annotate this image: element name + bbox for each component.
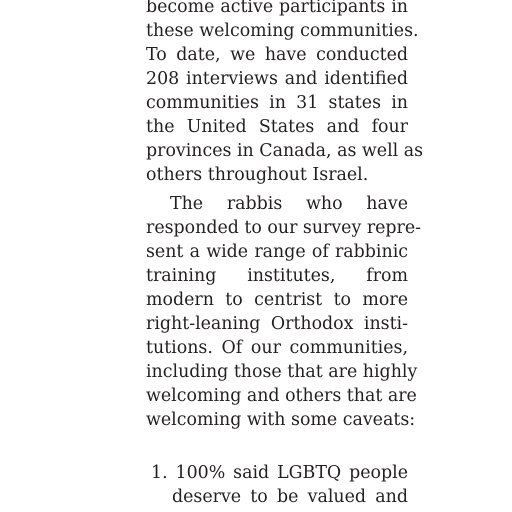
text-line: 208 interviews and identified — [146, 69, 408, 89]
text-line: tutions. Of our communities, — [146, 338, 408, 358]
text-line: become active participants in — [146, 0, 408, 17]
text-line: The rabbis who have — [170, 194, 408, 214]
text-line: including those that are highly — [146, 362, 418, 382]
list-item: 1. 100% said LGBTQ people — [151, 463, 408, 483]
text-line: sent a wide range of rabbinic — [146, 242, 408, 262]
text-line: training institutes, from — [146, 266, 408, 286]
text-line: modern to centrist to more — [146, 290, 408, 310]
text-line: welcoming with some caveats: — [146, 410, 416, 430]
list-item: deserve to be valued and — [172, 487, 408, 507]
text-line: welcoming and others that are — [146, 386, 417, 406]
text-line: the United States and four — [146, 117, 408, 137]
text-line: responded to our survey repre- — [146, 218, 422, 238]
text-line: communities in 31 states in — [146, 93, 408, 113]
text-line: provinces in Canada, as well as — [146, 141, 424, 161]
text-line: To date, we have conducted — [146, 45, 408, 65]
text-line: others throughout Israel. — [146, 165, 369, 185]
text-line: these welcoming communities. — [146, 21, 419, 41]
text-line: right-leaning Orthodox insti- — [146, 314, 408, 334]
